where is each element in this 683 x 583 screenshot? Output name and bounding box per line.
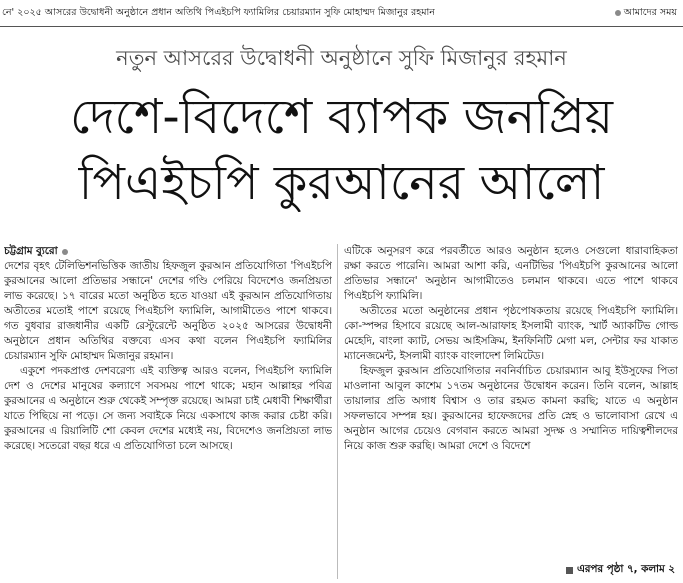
headline-line-2: পিএইচপি কুরআনের আলো (78, 155, 605, 211)
header-running-text: নে' ২০২৫ আসরের উদ্বোধনী অনুষ্ঠানে প্রধান অতিথি পিএইচপি ফ্যামিলির চেয়ারম্যান সুফি মোহাম্মদ মিজানুর রহমান (2, 6, 435, 18)
paragraph: এটিকে অনুসরণ করে পরবর্তীতে আরও অনুষ্ঠান হলেও সেগুলো ধারাবাহিকতা রক্ষা করতে পারেনি। আমরা আশা করি, এনটিভির 'পিএইচপি কুরআনের আলো প্রতিভার সন্ধানে' অনুষ্ঠান আগামীতেও চলমান থাকবে। এতে পাশে থাকবে পিএইচপি ফ্যামিলি। (344, 245, 678, 302)
header-strip (0, 0, 683, 27)
paragraph: অতীতের মতো অনুষ্ঠানের প্রধান পৃষ্ঠপোষকতায় রয়েছে পিএইচপি ফ্যামিলি। কো-স্পন্সর হিসাবে রয়েছে আল-আরাফাহ ইসলামী ব্যাংক, স্মার্ট অ্যাকটিভ গোল্ড মেহেদি, বাংলা ক্যাট, সেভয় আইসক্রিম, ইনফিনিটি মেগা মল, সেন্টার ফর যাকাত ম্যানেজমেন্ট, ইসলামী ব্যাংক বাংলাদেশ লিমিটেড। (344, 305, 678, 362)
continuation-text: এরপর পৃষ্ঠা ৭, কলাম ২ (576, 563, 675, 575)
paragraph: হিফজুল কুরআন প্রতিযোগিতার নবনির্বাচিত চেয়ারম্যান আবু ইউসুফের পিতা মাওলানা আবুল কাশেম ১৭তম অনুষ্ঠানের উদ্বোধন করেন। তিনি বলেন, আল্লাহ তায়ালার প্রতি অগাধ বিশ্বাস ও তার রহমত কামনা করছি; যাতে এ অনুষ্ঠান সফলভাবে সম্পন্ন হয়। কুরআনের হাফেজদের প্রতি স্নেহ ও ভালোবাসা রেখে এ অনুষ্ঠান আগের চেয়েও বেগবান করতে আমরা সুদক্ষ ও সম্মানিত দায়িত্বশীলদের নিয়ে কাজ শুরু করছি। আমরা দেশে ও বিদেশে (344, 365, 678, 452)
article-column-2 (344, 244, 678, 579)
column-divider (337, 244, 338, 579)
bullet-dot-icon (615, 10, 621, 16)
continuation-note (560, 562, 675, 579)
square-bullet-icon (566, 567, 573, 574)
paragraph: একুশে পদকপ্রাপ্ত দেশবরেণ্য এই ব্যক্তিত্ব আরও বলেন, পিএইচপি ফ্যামিলি দেশ ও দেশের মানুষের কল্যাণে সবসময় পাশে থাকে; মহান আল্লাহর পবিত্র কুরআনের এ অনুষ্ঠানে শুরু থেকেই সম্পৃক্ত রয়েছে। আমরা চাই মেধাবী শিক্ষার্থীরা যাতে পিছিয়ে না পড়ে। সে জন্য সবাইকে নিয়ে একসাথে কাজ করার চেষ্টা করি। কুরআনের এ রিয়ালিটি শো কেবল দেশের মধ্যেই নয়, বিদেশেও জনপ্রিয়তা লাভ করেছে। সতেরো বছর ধরে এ প্রতিযোগিতা চলে আসছে। (4, 365, 332, 452)
byline-text: চট্টগ্রাম ব্যুরো (4, 245, 58, 257)
byline-dot-icon (62, 249, 68, 255)
byline (4, 244, 332, 259)
headline-line-1: দেশে-বিদেশে ব্যাপক জনপ্রিয় (69, 89, 613, 145)
publication-name: আমাদের সময় (623, 6, 677, 18)
article-column-1 (4, 244, 332, 579)
paragraph: দেশের বৃহৎ টেলিভিশনভিত্তিক জাতীয় হিফজুল কুরআন প্রতিযোগিতা 'পিএইচপি কুরআনের আলো প্রতিভার সন্ধানে' দেশের গণ্ডি পেরিয়ে বিদেশেও জনপ্রিয়তা লাভ করেছে। ১৭ বারের মতো অনুষ্ঠিত হতে যাওয়া এই কুরআন প্রতিযোগিতায় অতীতের মতোই পাশে রয়েছে পিএইচপি ফ্যামিলি, আগামীতেও পাশে থাকবে। গত বুধবার রাজধানীর একটি রেস্টুরেন্টে অনুষ্ঠিত ২০২৫ আসরের উদ্বোধনী অনুষ্ঠানে প্রধান অতিথির বক্তব্যে এসব কথা বলেন পিএইচপি ফ্যামিলির চেয়ারম্যান সুফি মোহাম্মদ মিজানুর রহমান। (4, 260, 332, 362)
article-kicker: নতুন আসরের উদ্বোধনী অনুষ্ঠানে সুফি মিজানুর রহমান (116, 46, 567, 70)
publication-credit (615, 6, 683, 21)
